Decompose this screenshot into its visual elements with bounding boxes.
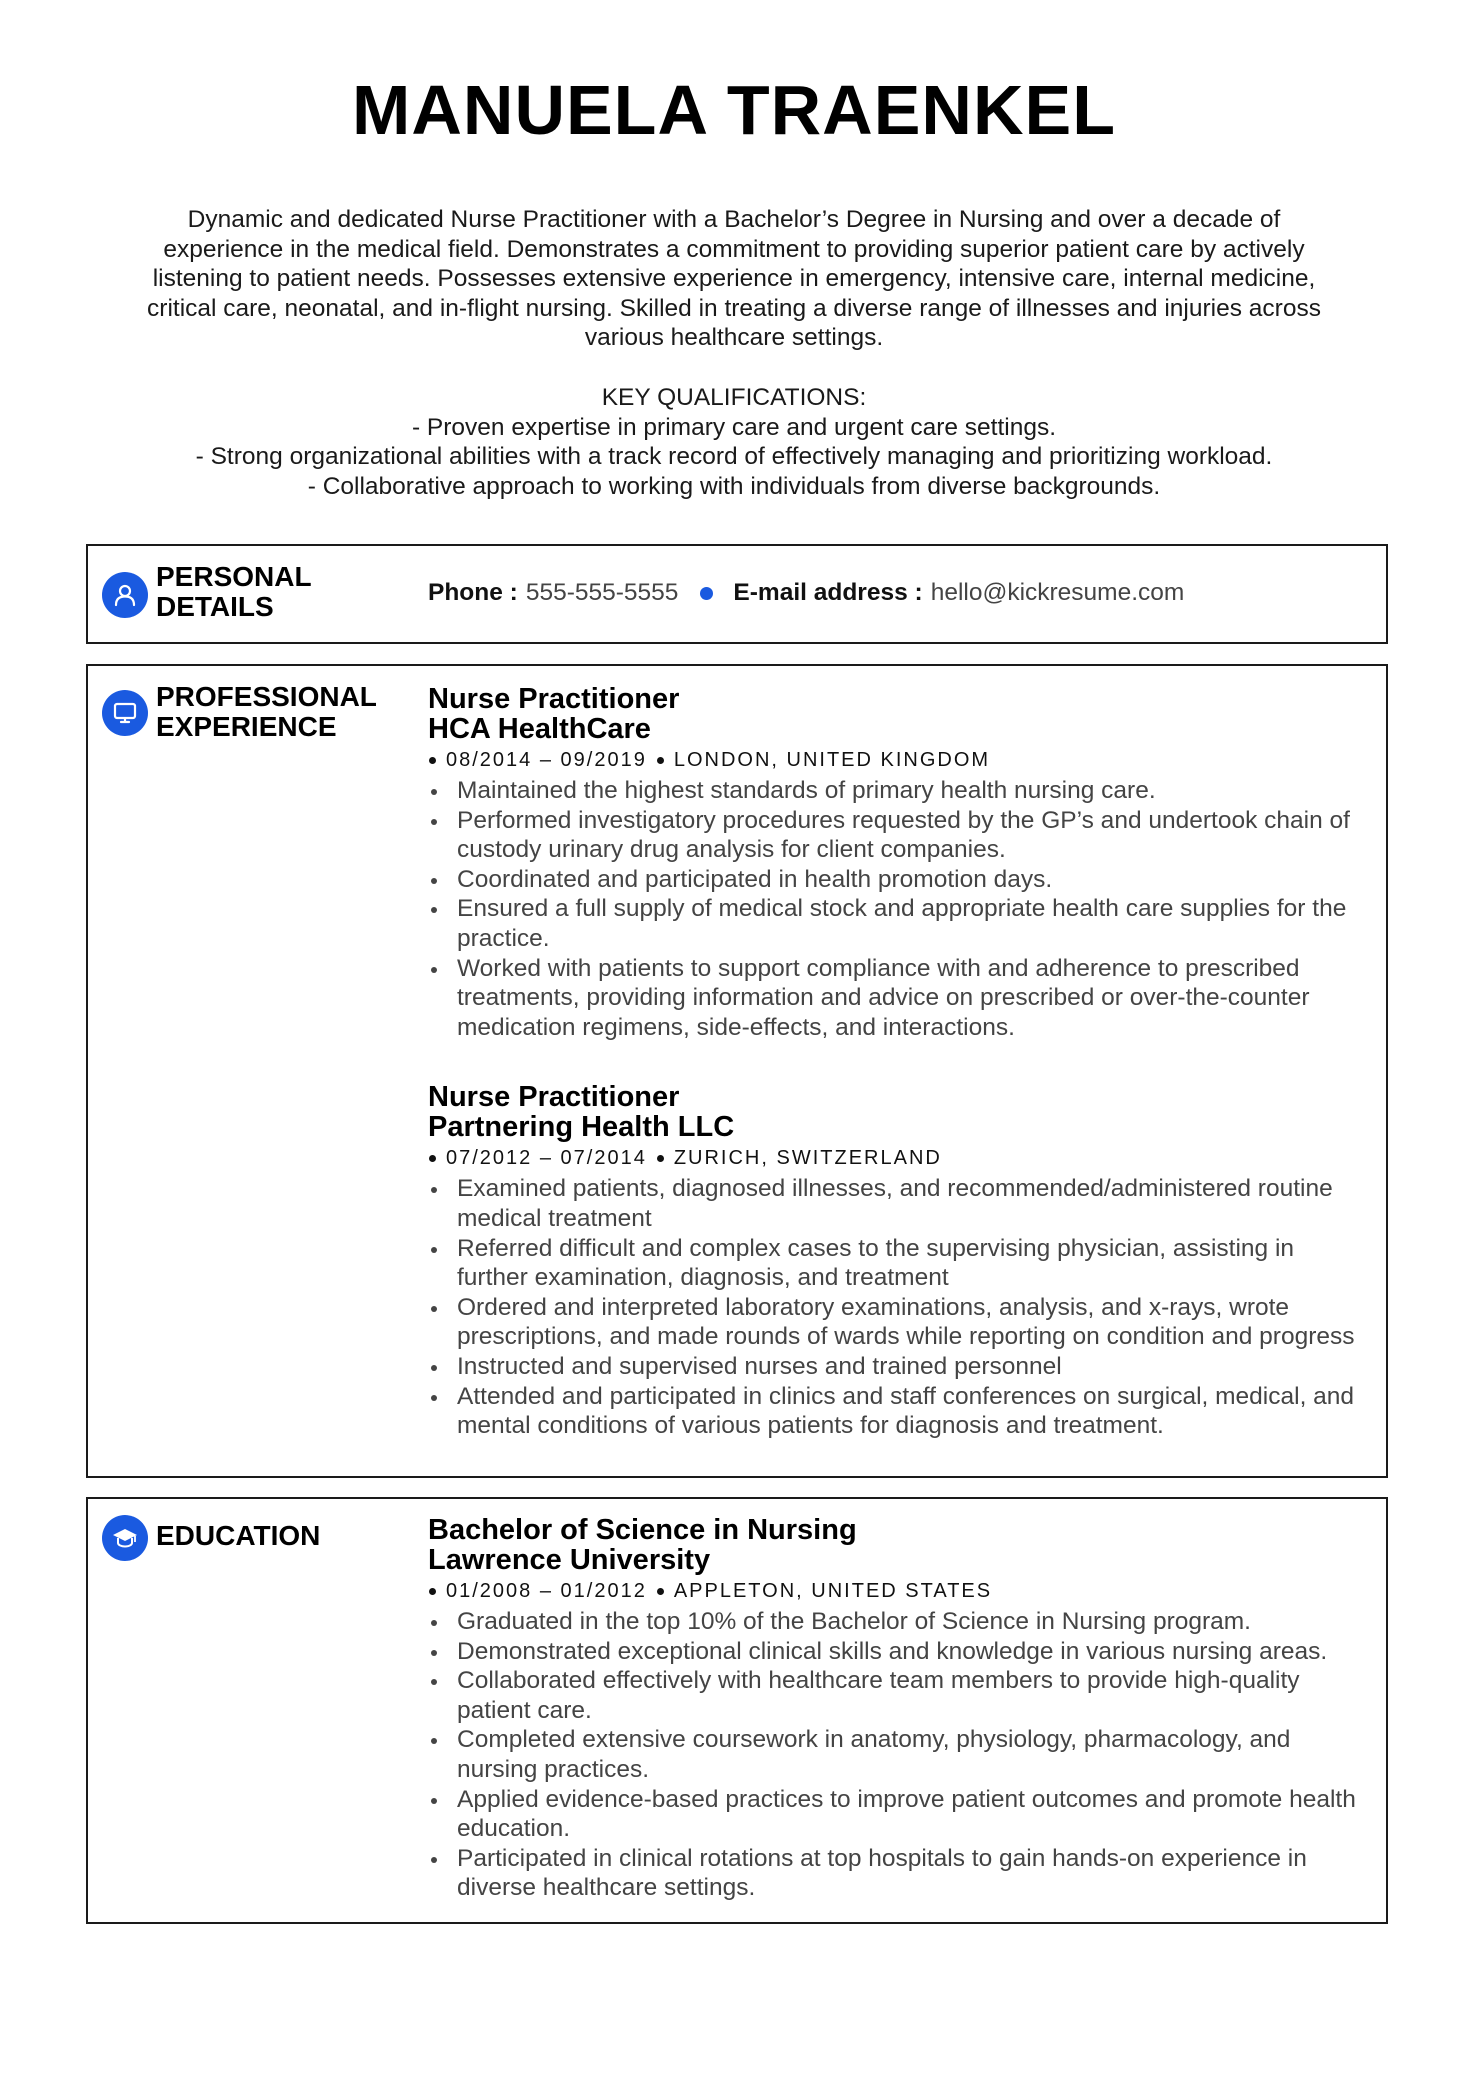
company-name: HCA HealthCare bbox=[428, 713, 651, 745]
list-item: Collaborated effectively with healthcare team members to provide high-quality patient care. bbox=[428, 1666, 1368, 1725]
education-entry bbox=[428, 1515, 1368, 1903]
qualifications-heading: KEY QUALIFICATIONS: bbox=[601, 384, 867, 411]
job-location: LONDON, UNITED KINGDOM bbox=[673, 749, 991, 771]
separator-dot bbox=[657, 1588, 664, 1595]
bullet-dot bbox=[429, 757, 436, 764]
profile-summary bbox=[100, 205, 1368, 353]
email-label: E-mail address : bbox=[733, 579, 923, 606]
list-item: Applied evidence-based practices to improve patient outcomes and promote health education. bbox=[428, 1785, 1368, 1844]
list-item: Performed investigatory procedures requested by the GP’s and undertook chain of custody urinary drug analysis for client companies. bbox=[428, 806, 1368, 865]
company-name: Partnering Health LLC bbox=[428, 1111, 735, 1144]
separator-dot bbox=[657, 757, 664, 764]
list-item: Referred difficult and complex cases to the supervising physician, assisting in further examination, diagnosis, and treatment bbox=[428, 1234, 1368, 1293]
qualification-item: - Strong organizational abilities with a track record of effectively managing and prioritizing workload. bbox=[195, 443, 1273, 470]
key-qualifications bbox=[100, 383, 1368, 501]
degree-title: Bachelor of Science in Nursing bbox=[428, 1514, 857, 1546]
education-meta bbox=[428, 1577, 1368, 1605]
education-content bbox=[428, 1515, 1368, 1903]
list-item: Attended and participated in clinics and staff conferences on surgical, medical, and mental conditions of various patients for diagnosis and treatment. bbox=[428, 1382, 1368, 1441]
list-item: Ensured a full supply of medical stock and appropriate health care supplies for the practice. bbox=[428, 894, 1368, 953]
experience-content bbox=[428, 684, 1368, 1441]
list-item: Worked with patients to support compliance with and adherence to prescribed treatments, providing information and advice on prescribed or over-the-counter medication regimens, side-effects, and interactions. bbox=[428, 954, 1368, 1043]
list-item: Demonstrated exceptional clinical skills and knowledge in various nursing areas. bbox=[428, 1637, 1368, 1667]
summary-line: critical care, neonatal, and in-flight nursing. Skilled in treating a diverse range of illnesses and injuries across bbox=[147, 294, 1321, 322]
job-entry bbox=[428, 684, 1368, 1042]
summary-line: Dynamic and dedicated Nurse Practitioner with a Bachelor’s Degree in Nursing and over a decade of bbox=[187, 206, 1281, 233]
separator-dot bbox=[700, 587, 713, 600]
candidate-name: MANUELA TRAENKEL bbox=[352, 71, 1116, 149]
section-title: PERSONAL DETAILS bbox=[156, 561, 312, 622]
personal-details-content bbox=[428, 578, 1368, 608]
job-meta bbox=[428, 1144, 1368, 1172]
job-meta bbox=[428, 746, 1368, 774]
job-entry bbox=[428, 1082, 1368, 1440]
summary-line: listening to patient needs. Possesses extensive experience in emergency, intensive care, internal medicine, bbox=[152, 265, 1316, 292]
job-bullets bbox=[428, 1174, 1368, 1440]
job-dates: 07/2012 – 07/2014 bbox=[446, 1147, 647, 1170]
list-item: Examined patients, diagnosed illnesses, and recommended/administered routine medical treatment bbox=[428, 1174, 1368, 1233]
experience-section bbox=[86, 664, 1388, 1478]
list-item: Completed extensive coursework in anatomy, physiology, pharmacology, and nursing practices. bbox=[428, 1725, 1368, 1784]
qualification-item: - Collaborative approach to working with individuals from diverse backgrounds. bbox=[307, 472, 1161, 500]
list-item: Ordered and interpreted laboratory examinations, analysis, and x-rays, wrote prescriptions, and made rounds of wards while reporting on condition and progress bbox=[428, 1293, 1368, 1352]
job-title: Nurse Practitioner bbox=[428, 1081, 680, 1114]
section-title: EDUCATION bbox=[156, 1520, 321, 1551]
list-item: Participated in clinical rotations at top hospitals to gain hands-on experience in diverse healthcare settings. bbox=[428, 1844, 1368, 1903]
education-section bbox=[86, 1497, 1388, 1924]
job-bullets bbox=[428, 776, 1368, 1042]
phone-label: Phone : bbox=[428, 579, 518, 606]
list-item: Maintained the highest standards of primary health nursing care. bbox=[428, 776, 1368, 806]
separator-dot bbox=[657, 1155, 664, 1162]
qualification-item: - Proven expertise in primary care and urgent care settings. bbox=[411, 413, 1057, 441]
personal-details-section bbox=[86, 544, 1388, 644]
education-bullets bbox=[428, 1607, 1368, 1903]
list-item: Instructed and supervised nurses and trained personnel bbox=[428, 1352, 1368, 1382]
list-item: Graduated in the top 10% of the Bachelor of Science in Nursing program. bbox=[428, 1607, 1368, 1637]
bullet-dot bbox=[429, 1588, 436, 1595]
job-dates: 08/2014 – 09/2019 bbox=[446, 749, 647, 771]
job-location: ZURICH, SWITZERLAND bbox=[673, 1147, 942, 1170]
list-item: Coordinated and participated in health promotion days. bbox=[428, 865, 1368, 895]
bullet-dot bbox=[429, 1155, 436, 1162]
section-title: PROFESSIONAL EXPERIENCE bbox=[156, 681, 377, 742]
email-value: hello@kickresume.com bbox=[930, 579, 1185, 606]
job-title: Nurse Practitioner bbox=[428, 683, 680, 715]
summary-line: various healthcare settings. bbox=[584, 324, 884, 351]
education-location: APPLETON, UNITED STATES bbox=[673, 1580, 993, 1602]
school-name: Lawrence University bbox=[428, 1544, 711, 1576]
user-icon bbox=[102, 572, 148, 618]
phone-value: 555-555-5555 bbox=[525, 579, 679, 606]
graduation-cap-icon bbox=[102, 1515, 148, 1561]
summary-line: experience in the medical field. Demonstrates a commitment to providing superior patient care by actively bbox=[163, 235, 1305, 263]
education-dates: 01/2008 – 01/2012 bbox=[446, 1580, 647, 1602]
monitor-icon bbox=[102, 690, 148, 736]
